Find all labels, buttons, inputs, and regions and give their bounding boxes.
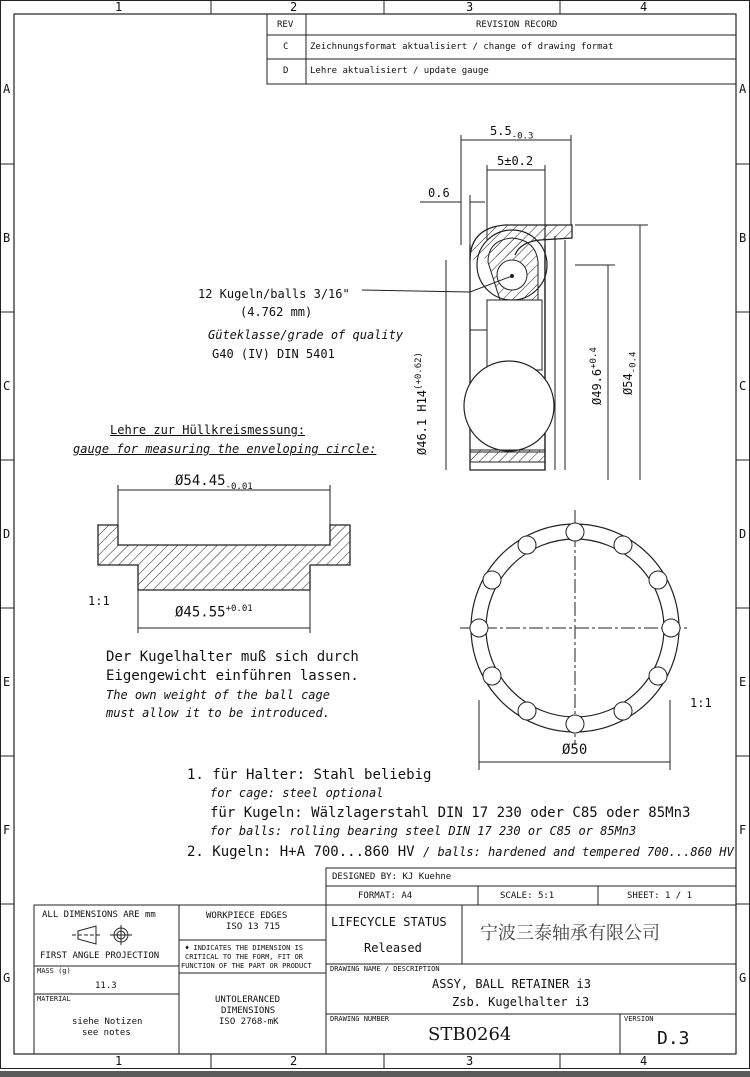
first-angle-projection-icon: [72, 925, 132, 945]
critical-note-3: FUNCTION OF THE PART OR PRODUCT: [181, 962, 312, 970]
drawing-name-1: ASSY, BALL RETAINER i3: [432, 977, 591, 991]
insert-note-en2: must allow it to be introduced.: [106, 706, 330, 720]
zone-row-g-right: G: [739, 971, 747, 985]
critical-note-2: CRITICAL TO THE FORM, FIT OR: [185, 953, 304, 961]
critical-note-1: ♦ INDICATES THE DIMENSION IS: [185, 944, 304, 952]
revision-header-record: REVISION RECORD: [476, 20, 558, 30]
untoleranced-1: UNTOLERANCED: [215, 995, 281, 1005]
insert-note-en1: The own weight of the ball cage: [106, 688, 330, 702]
zone-col-3-bottom: 3: [466, 1054, 474, 1068]
projection-label: FIRST ANGLE PROJECTION: [40, 951, 160, 961]
drawing-number-label: DRAWING NUMBER: [330, 1015, 390, 1023]
lifecycle-label: LIFECYCLE STATUS: [331, 915, 447, 929]
revision-row-d-rev: D: [283, 66, 289, 76]
scale-label-left: 1:1: [88, 594, 110, 608]
insert-note-de2: Eigengewicht einführen lassen.: [106, 668, 359, 684]
drawing-number: STB0264: [428, 1024, 512, 1045]
zone-col-2-top: 2: [290, 0, 298, 14]
zone-col-4-top: 4: [640, 0, 648, 14]
zone-row-f-right: F: [739, 823, 747, 837]
dim-outer: $Ø54_{-0.4}$: [621, 351, 639, 395]
revision-row-d-text: Lehre aktualisiert / update gauge: [310, 66, 489, 76]
note-1-de: 1. für Halter: Stahl beliebig: [187, 767, 432, 783]
zone-row-e-right: E: [739, 675, 747, 689]
dim-ball-circle: $Ø49.6^{+0.4}$: [589, 347, 604, 405]
revision-row-c-rev: C: [283, 42, 289, 52]
zone-row-d-left: D: [3, 527, 11, 541]
revision-header-rev: REV: [277, 20, 294, 30]
zone-row-b-left: B: [3, 231, 11, 245]
company-name: 宁波三泰轴承有限公司: [480, 923, 660, 944]
dim-gauge-outer: $Ø54.45_{-0.01}$: [175, 473, 253, 492]
zone-row-g-left: G: [3, 971, 11, 985]
zone-col-1-top: 1: [115, 0, 123, 14]
gauge-title-en: gauge for measuring the enveloping circle:: [73, 442, 377, 456]
format-field: FORMAT: A4: [358, 891, 413, 901]
insert-note-de1: Der Kugelhalter muß sich durch: [106, 649, 359, 665]
zone-row-b-right: B: [739, 231, 747, 245]
balls-note-line2: (4.762 mm): [240, 305, 313, 319]
dim-width-outer: $5.5_{-0.3}$: [490, 124, 534, 142]
zone-col-1-bottom: 1: [115, 1054, 123, 1068]
zone-row-a-left: A: [3, 82, 11, 96]
gauge-title-de: Lehre zur Hüllkreismessung:: [110, 423, 306, 437]
dim-bore: Ø46.1 $H14^{(+0.62)}$: [414, 352, 429, 455]
version-label: VERSION: [624, 1015, 654, 1023]
lifecycle-status: Released: [364, 941, 422, 955]
zone-row-c-left: C: [3, 379, 11, 393]
note-1b-de: für Kugeln: Wälzlagerstahl DIN 17 230 oder C85 oder 85Mn3: [210, 805, 691, 821]
material-1: siehe Notizen: [72, 1017, 143, 1027]
dim-width-inner: 5±0.2: [497, 154, 534, 168]
scale-field: SCALE: 5:1: [500, 891, 555, 901]
note-2: 2. Kugeln: H+A 700...860 HV / balls: hardened and tempered 700...860 HV: [187, 844, 734, 860]
balls-note-line1: 12 Kugeln/balls 3/16": [198, 287, 350, 301]
zone-row-f-left: F: [3, 823, 11, 837]
zone-row-c-right: C: [739, 379, 747, 393]
zone-row-d-right: D: [739, 527, 747, 541]
zone-col-4-bottom: 4: [640, 1054, 648, 1068]
workpiece-edges: WORKPIECE EDGES: [206, 911, 288, 921]
version-value: D.3: [657, 1028, 690, 1049]
balls-note-line3: Güteklasse/grade of quality: [208, 328, 404, 342]
dim-thickness: 0.6: [428, 186, 450, 200]
zone-row-a-right: A: [739, 82, 747, 96]
side-section-view: [362, 135, 648, 480]
untoleranced-2: DIMENSIONS: [221, 1006, 276, 1016]
note-1-en: for cage: steel optional: [210, 786, 384, 800]
zone-col-2-bottom: 2: [290, 1054, 298, 1068]
revision-row-c-text: Zeichnungsformat aktualisiert / change of drawing format: [310, 42, 614, 52]
window-bottom-strip: [0, 1071, 750, 1077]
scale-label-right: 1:1: [690, 696, 712, 710]
note-1b-en: for balls: rolling bearing steel DIN 17 230 or C85 or 85Mn3: [210, 824, 637, 838]
material-2: see notes: [82, 1028, 131, 1038]
all-dimensions-note: ALL DIMENSIONS ARE mm: [42, 910, 156, 920]
dim-ring-diameter: Ø50: [562, 742, 588, 758]
dim-gauge-inner: $Ø45.55^{+0.01}$: [175, 604, 253, 621]
untoleranced-3: ISO 2768-mK: [219, 1017, 279, 1027]
ring-view: [460, 510, 690, 770]
mass-value: 11.3: [95, 981, 117, 991]
mass-label: MASS (g): [37, 967, 71, 975]
zone-row-e-left: E: [3, 675, 11, 689]
workpiece-edges-iso: ISO 13 715: [226, 922, 281, 932]
drawing-name-label: DRAWING NAME / DESCRIPTION: [330, 965, 440, 973]
designed-by: DESIGNED BY: KJ Kuehne: [332, 872, 452, 882]
zone-col-3-top: 3: [466, 0, 474, 14]
sheet-field: SHEET: 1 / 1: [627, 891, 693, 901]
balls-note-line4: G40 (IV) DIN 5401: [212, 347, 335, 361]
material-label: MATERIAL: [37, 995, 71, 1003]
drawing-name-2: Zsb. Kugelhalter i3: [452, 995, 590, 1009]
